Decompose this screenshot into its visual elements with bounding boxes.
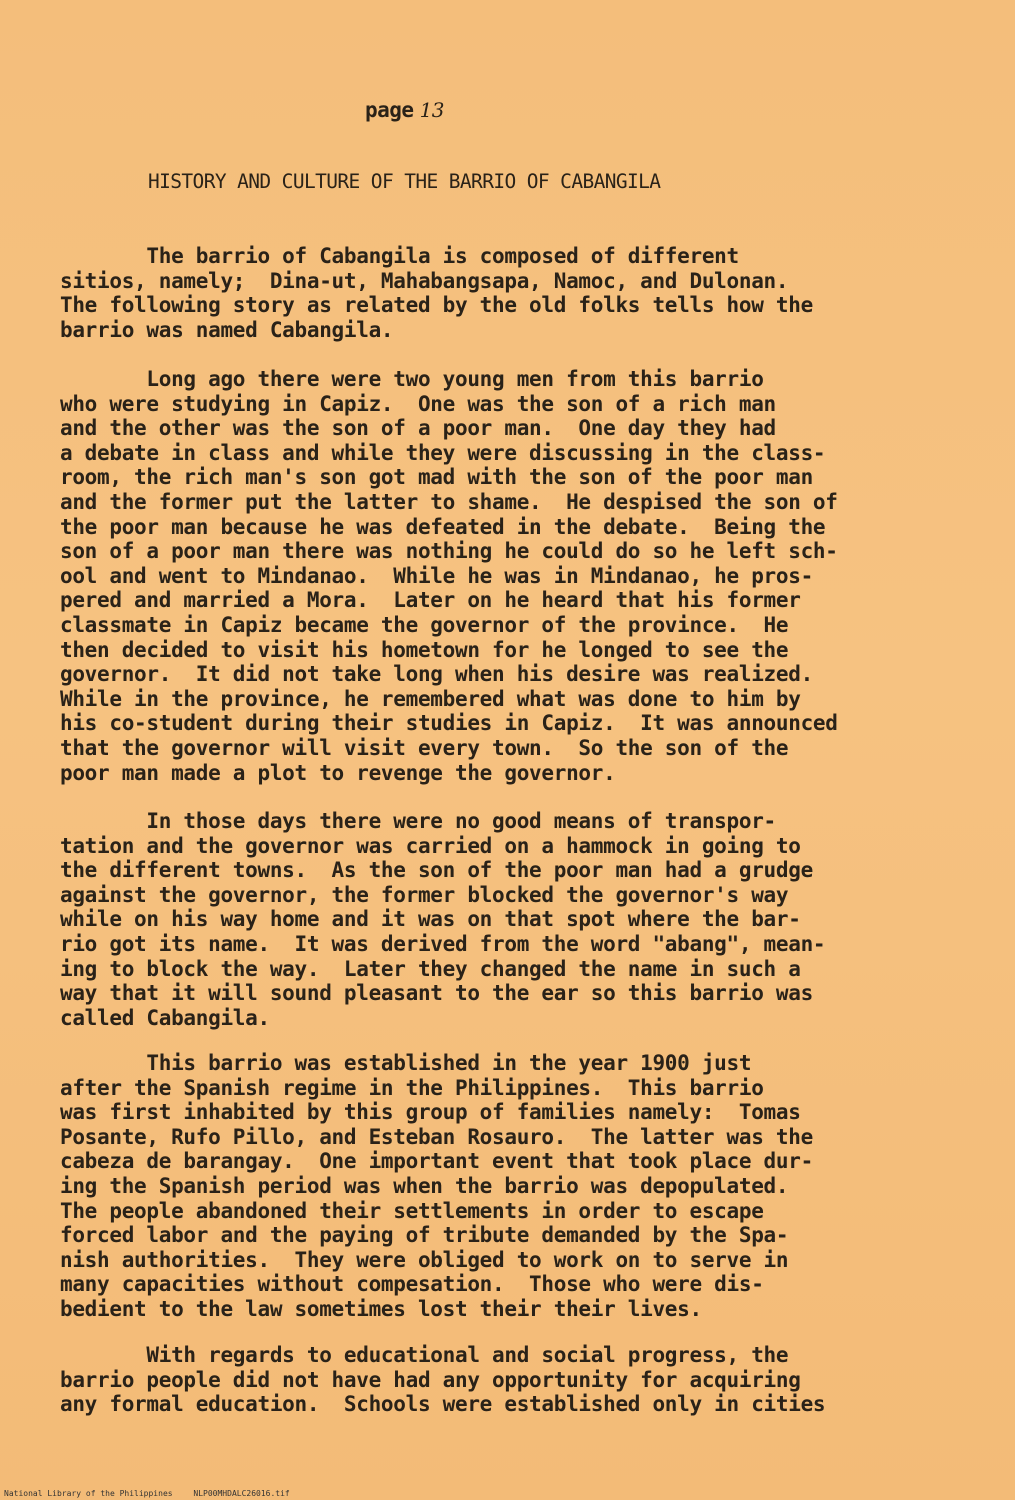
text-line: ing to block the way. Later they changed the name in such a [60, 956, 801, 981]
text-line: governor. It did not take long when his desire was realized. [60, 662, 813, 687]
paragraph-5 [60, 1343, 990, 1417]
footer-library: National Library of the Philippines [4, 1489, 173, 1498]
text-line: way that it will sound pleasant to the ear so this barrio was [60, 981, 813, 1006]
text-line: then decided to visit his hometown for he longed to see the [60, 637, 789, 662]
text-line: The barrio of Cabangila is composed of different [60, 244, 739, 268]
text-line: the different towns. As the son of the poor man had a grudge [60, 858, 813, 883]
text-line: ool and went to Mindanao. While he was in Mindanao, he pros- [60, 563, 813, 588]
text-line: barrio people did not have had any opportunity for acquiring [60, 1367, 801, 1392]
footer-file: NLP00MHDALC26016.tif [193, 1489, 290, 1498]
text-line: and the former put the latter to shame. He despised the son of [60, 489, 838, 514]
text-line: bedient to the law sometimes lost their their lives. [60, 1296, 702, 1321]
handwritten-page-number: 13 [419, 98, 445, 122]
text-line: forced labor and the paying of tribute demanded by the Spa- [60, 1223, 789, 1248]
text-line: and the other was the son of a poor man. One day they had [60, 416, 776, 441]
text-line: barrio was named Cabangila. [60, 317, 394, 342]
text-line: his co-student during their studies in Capiz. It was announced [60, 711, 838, 736]
text-line: cabeza de barangay. One important event that took place dur- [60, 1149, 813, 1174]
text-line: rio got its name. It was derived from the word "abang", mean- [60, 931, 826, 956]
text-line: Long ago there were two young men from this barrio [60, 367, 764, 391]
text-line: The people abandoned their settlements in order to escape [60, 1198, 764, 1223]
text-line: called Cabangila. [60, 1005, 270, 1030]
text-line: poor man made a plot to revenge the governor. [60, 760, 616, 785]
document-title: HISTORY AND CULTURE OF THE BARRIO OF CABANGILA [148, 170, 661, 193]
text-line: the poor man because he was defeated in the debate. Being the [60, 514, 826, 539]
text-line: sitios, namely; Dina-ut, Mahabangsapa, Namoc, and Dulonan. [60, 268, 789, 293]
text-line: while on his way home and it was on that spot where the bar- [60, 907, 801, 932]
text-line: With regards to educational and social progress, the [60, 1343, 789, 1367]
text-line: a debate in class and while they were discussing in the class- [60, 440, 826, 465]
text-line: was first inhabited by this group of families namely: Tomas [60, 1100, 801, 1125]
text-line: many capacities without compesation. Those who were dis- [60, 1272, 764, 1297]
paragraph-3 [60, 809, 990, 1030]
text-line: This barrio was established in the year 1900 just [60, 1051, 752, 1075]
text-line: after the Spanish regime in the Philippines. This barrio [60, 1075, 764, 1100]
text-line: room, the rich man's son got mad with the son of the poor man [60, 465, 813, 490]
text-line: pered and married a Mora. Later on he heard that his former [60, 588, 801, 613]
paragraph-1 [60, 244, 990, 342]
paragraph-4 [60, 1051, 990, 1322]
page-label: page [365, 98, 414, 122]
text-line: who were studying in Capiz. One was the son of a rich man [60, 391, 776, 416]
text-line: any formal education. Schools were established only in cities [60, 1392, 826, 1417]
text-line: The following story as related by the old folks tells how the [60, 293, 813, 318]
page-number [365, 98, 444, 122]
text-line: son of a poor man there was nothing he could do so he left sch- [60, 539, 838, 564]
footer [4, 1489, 306, 1498]
text-line: that the governor will visit every town. So the son of the [60, 735, 789, 760]
text-line: In those days there were no good means of transpor- [60, 809, 776, 833]
text-line: ing the Spanish period was when the barrio was depopulated. [60, 1173, 789, 1198]
text-line: classmate in Capiz became the governor of the province. He [60, 612, 789, 637]
text-line: against the governor, the former blocked the governor's way [60, 882, 789, 907]
paragraph-2 [60, 367, 990, 785]
text-line: tation and the governor was carried on a hammock in going to [60, 833, 801, 858]
text-line: Posante, Rufo Pillo, and Esteban Rosauro. The latter was the [60, 1124, 813, 1149]
text-line: nish authorities. They were obliged to work on to serve in [60, 1247, 789, 1272]
text-line: While in the province, he remembered what was done to him by [60, 686, 801, 711]
